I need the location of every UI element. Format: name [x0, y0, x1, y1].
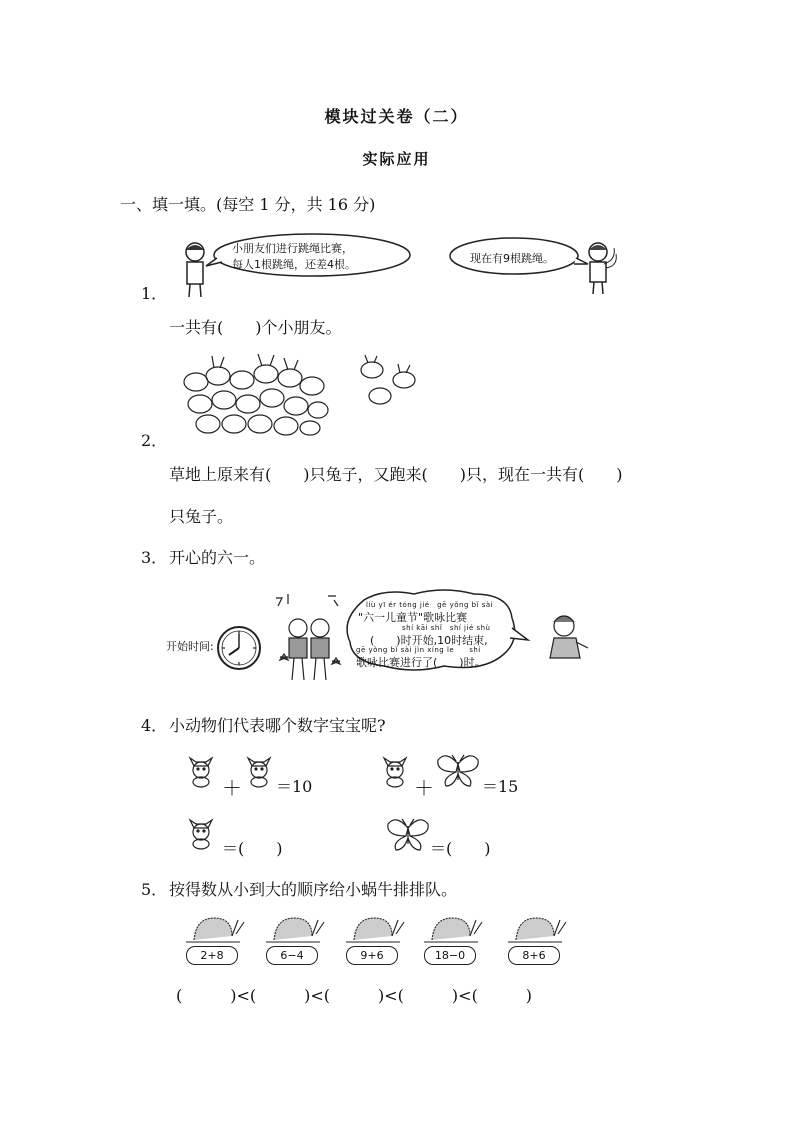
- q3-pinyin2: shí kāi shǐ shí jié shù: [402, 624, 491, 632]
- snail-icon: [422, 912, 484, 946]
- singing-children-illustration: [268, 590, 348, 690]
- snail-icon: [344, 912, 406, 946]
- bubble-left-line1: 小朋友们进行跳绳比赛，: [232, 242, 353, 255]
- q3-line2: ( )时开始,10时结束,: [370, 634, 488, 647]
- bubble-left-line2: 每人1根跳绳，还差4根。: [232, 258, 356, 271]
- butterfly-value-blank: ＝( ): [430, 839, 491, 858]
- q3-title: 开心的六一。: [169, 548, 266, 567]
- equation-result-2: ＝15: [482, 777, 519, 796]
- order-answer-line: ( )<( )<( )<( )<( ): [176, 986, 533, 1005]
- q2-answer-line1: 草地上原来有( )只兔子，又跑来( )只，现在一共有( ): [169, 465, 623, 484]
- q4-number: 4．: [141, 716, 168, 735]
- q3-pinyin1: liù yī ér tóng jié gē yǒng bǐ sài: [366, 601, 494, 609]
- girl-with-jumpropes-illustration: [584, 240, 618, 296]
- butterfly-icon: [436, 754, 480, 788]
- q3-line1: "六一儿童节"歌咏比赛: [358, 611, 468, 624]
- teacher-illustration: [546, 612, 590, 662]
- q5-number: 5．: [141, 880, 168, 899]
- plus-sign-2: ＋: [414, 776, 434, 800]
- q5-title: 按得数从小到大的顺序给小蜗牛排排队。: [169, 880, 458, 899]
- cat-icon: [186, 814, 216, 850]
- clock-label: 开始时间:: [166, 640, 214, 653]
- cat-icon: [380, 752, 410, 788]
- snail-expression-box: 8+6: [508, 946, 560, 965]
- butterfly-icon: [386, 818, 430, 852]
- cat-value-blank: ＝( ): [222, 839, 283, 858]
- snail-expression-box: 18−0: [424, 946, 476, 965]
- bubble-right-text: 现在有9根跳绳。: [470, 252, 554, 265]
- plus-sign-1: ＋: [222, 776, 242, 800]
- page-subtitle: 实际应用: [362, 150, 431, 168]
- rabbit-group-right-illustration: [358, 354, 420, 412]
- equation-result-1: ＝10: [276, 777, 313, 796]
- cat-icon: [244, 752, 274, 788]
- q1-number: 1．: [141, 284, 168, 303]
- q2-number: 2．: [141, 431, 168, 450]
- rabbit-group-left-illustration: [178, 352, 328, 438]
- boy-illustration: [180, 240, 210, 300]
- snail-icon: [264, 912, 326, 946]
- q2-answer-line2: 只兔子。: [169, 507, 234, 526]
- page-title: 模块过关卷（二）: [324, 107, 469, 126]
- clock-icon: [216, 625, 262, 671]
- snail-expression-box: 9+6: [346, 946, 398, 965]
- q3-number: 3．: [141, 548, 168, 567]
- snail-expression-box: 6−4: [266, 946, 318, 965]
- snail-expression-box: 2+8: [186, 946, 238, 965]
- cat-icon: [186, 752, 216, 788]
- q1-answer-line: 一共有( )个小朋友。: [169, 318, 342, 337]
- snail-icon: [506, 912, 568, 946]
- q4-title: 小动物们代表哪个数字宝宝呢?: [169, 716, 386, 735]
- section-heading: 一、填一填。(每空 1 分，共 16 分): [120, 195, 376, 214]
- q3-pinyin3: gē yǒng bǐ sài jìn xíng le shí: [356, 646, 481, 654]
- q3-line3: 歌咏比赛进行了( )时。: [356, 656, 486, 669]
- snail-icon: [184, 912, 246, 946]
